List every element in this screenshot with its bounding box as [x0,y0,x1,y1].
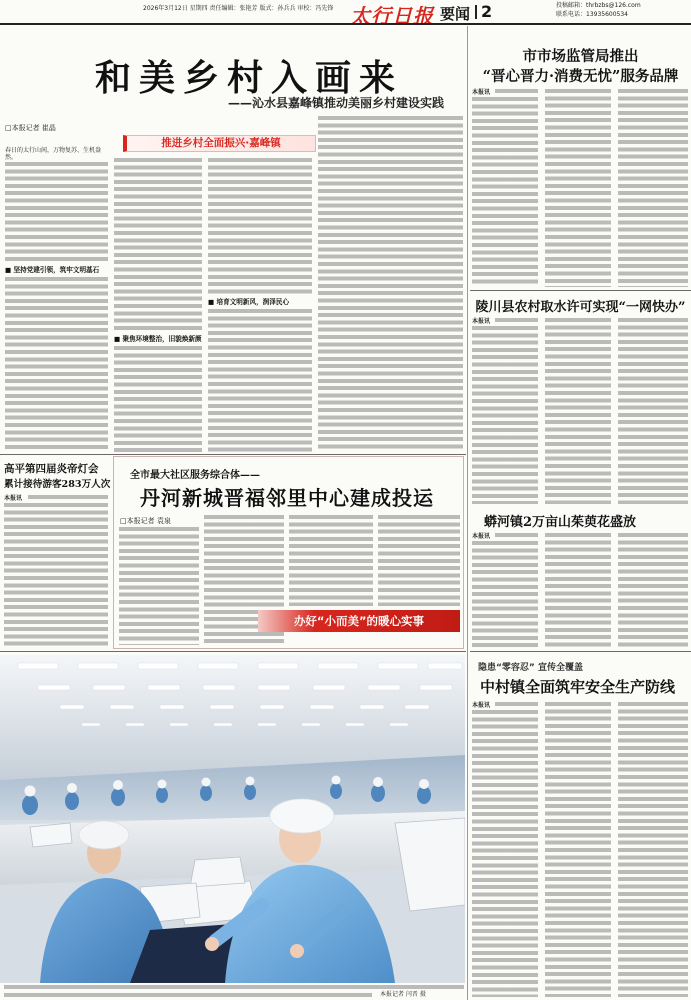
masthead-rule [0,23,691,25]
contact-email: 投稿邮箱：thrbzbs@126.com [556,2,641,9]
market-byline: 本报讯 [472,89,491,96]
body-text-lines [208,158,312,296]
column-divider [467,26,468,1000]
body-text-lines [114,346,202,452]
market-headline-line2: “晋心晋力·消费无忧”服务品牌 [482,68,679,85]
body-text-lines [545,318,611,504]
market-headline-line1: 市市场监管局推出 [522,48,639,65]
section-name: 要闻 [440,5,471,23]
safety-kicker: 隐患“零容忍” 宣传全覆盖 [478,663,583,673]
body-text-lines [618,533,688,648]
body-text-lines [28,495,108,502]
photo-textile-workshop [0,655,465,983]
body-text-lines [5,162,108,264]
section-rule [0,651,466,652]
lead-section-head: ■ 坚持党建引领，筑牢文明基石 [5,266,100,274]
body-text-lines [618,89,688,287]
body-text-lines [5,277,108,452]
body-text-lines [618,702,688,997]
gaoping-byline: 本报讯 [4,495,23,502]
body-text-lines [495,89,538,96]
body-text-lines [545,533,611,648]
caption-text-lines [4,985,464,990]
lead-section-head: ■ 聚焦环境整治，旧貌焕新颜 [114,335,202,343]
lead-headline: 和美乡村入画来 [95,57,404,99]
lead-column-banner: 推进乡村全面振兴·嘉峰镇 [123,135,316,152]
page-divider-bar [475,5,477,19]
body-text-lines [119,527,199,645]
water-permit-byline: 本报讯 [472,318,491,325]
community-center-byline: □本报记者 袁泉 [120,517,171,525]
section-rule [0,454,466,455]
lead-byline: □本报记者 崔晶 [5,124,56,132]
lead-opening-text: 春日的太行山间，万物复苏、生机盎然。 [5,147,102,162]
body-text-lines [4,503,108,648]
body-text-lines [472,326,538,504]
body-text-lines [495,702,538,709]
community-center-kicker: 全市最大社区服务综合体—— [130,470,260,481]
masthead-date-line: 2026年3月12日 星期四 责任编辑：张艳芳 版式：孙兵兵 审校：冯先锋 [143,5,334,12]
safety-headline: 中村镇全面筑牢安全生产防线 [480,678,676,696]
body-text-lines [495,533,538,540]
gaoping-headline-line2: 累计接待游客283万人次 [4,479,111,490]
lead-subtitle: ——沁水县嘉峰镇推动美丽乡村建设实践 [228,96,445,110]
photo-credit: 本报记者 闫晋 摄 [380,991,426,998]
body-text-lines [208,309,312,452]
page-number: 2 [481,2,493,21]
body-text-lines [289,515,373,606]
body-text-lines [545,89,611,287]
body-text-lines [472,710,538,997]
body-text-lines [114,158,202,333]
caption-text-lines [4,993,372,998]
section-rule [470,651,691,652]
body-text-lines [472,97,538,287]
body-text-lines [318,116,463,452]
body-text-lines [378,515,460,606]
community-center-banner: 办好“小而美”的暖心实事 [258,610,460,632]
flower-byline: 本报讯 [472,533,491,540]
safety-byline: 本报讯 [472,702,491,709]
newspaper-logo: 太行日报 [350,4,434,28]
lead-section-head: ■ 培育文明新风，润泽民心 [208,298,290,306]
body-text-lines [545,702,611,997]
gaoping-headline-line1: 高平第四届炎帝灯会 [4,463,99,475]
section-rule [470,290,691,291]
body-text-lines [495,318,538,325]
water-permit-headline: 陵川县农村取水许可实现“一网快办” [475,300,686,315]
body-text-lines [472,541,538,648]
flower-headline: 蟒河镇2万亩山茱萸花盛放 [484,515,637,530]
contact-phone: 联系电话：13935600534 [556,11,628,18]
body-text-lines [618,318,688,504]
community-center-headline: 丹河新城晋福邻里中心建成投运 [140,486,434,510]
